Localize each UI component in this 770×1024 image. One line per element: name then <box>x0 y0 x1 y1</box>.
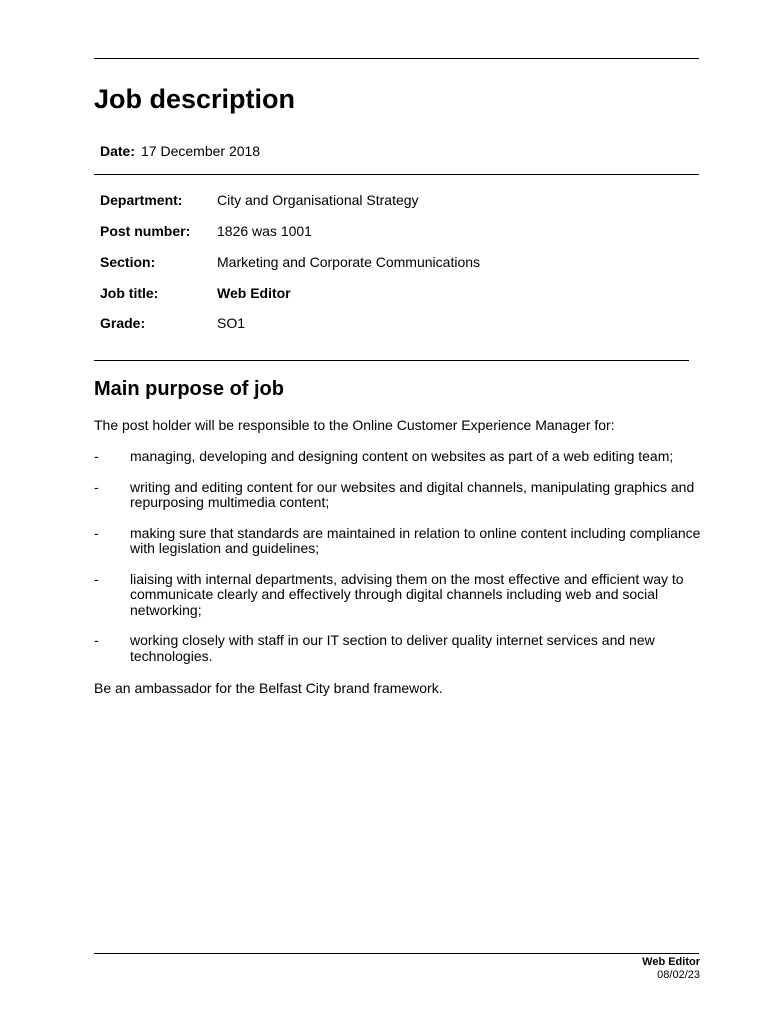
footer-title: Web Editor <box>642 956 700 968</box>
closing-statement: Be an ambassador for the Belfast City brand framework. <box>94 680 443 696</box>
bullet-dash: - <box>94 448 99 464</box>
department-value: City and Organisational Strategy <box>217 192 419 208</box>
grade-label: Grade: <box>100 315 146 331</box>
list-item <box>94 526 704 557</box>
post-number-label: Post number: <box>100 223 191 239</box>
list-item-text: liaising with internal departments, advising them on the most effective and efficient way to communicate clearly and effectively through digital channels including web and social networking; <box>130 570 684 618</box>
list-item-text: writing and editing content for our websites and digital channels, manipulating graphics and repurposing multimedia content; <box>130 478 695 510</box>
bullet-dash: - <box>94 570 99 587</box>
grade-value: SO1 <box>217 315 246 331</box>
bullet-dash: - <box>94 478 99 495</box>
list-item <box>94 633 704 664</box>
details-rule <box>94 360 689 361</box>
date-label: Date: <box>100 143 136 159</box>
footer-rule <box>94 953 699 954</box>
main-purpose-heading: Main purpose of job <box>94 378 284 400</box>
list-item-text: managing, developing and designing content on websites as part of a web editing team; <box>130 448 674 464</box>
post-number-value: 1826 was 1001 <box>217 223 312 239</box>
page-footer <box>642 956 700 982</box>
section-value: Marketing and Corporate Communications <box>217 254 481 270</box>
date-rule <box>94 174 699 175</box>
job-title-label: Job title: <box>100 285 159 301</box>
responsibilities-list <box>94 449 704 679</box>
job-title-value: Web Editor <box>217 285 291 301</box>
list-item-text: working closely with staff in our IT section to deliver quality internet services and new technologies. <box>130 632 655 664</box>
top-rule <box>94 58 699 59</box>
list-item-text: making sure that standards are maintained in relation to online content including compliance with legislation and guidelines; <box>130 524 701 556</box>
list-item <box>94 449 704 465</box>
footer-date: 08/02/23 <box>657 969 700 981</box>
bullet-dash: - <box>94 632 99 648</box>
date-line <box>100 143 260 159</box>
page-title: Job description <box>94 84 296 114</box>
bullet-dash: - <box>94 524 99 541</box>
date-value: 17 December 2018 <box>141 143 261 159</box>
list-item <box>94 480 704 511</box>
list-item <box>94 572 704 619</box>
section-label: Section: <box>100 254 156 270</box>
purpose-intro: The post holder will be responsible to the Online Customer Experience Manager for: <box>94 417 615 433</box>
department-label: Department: <box>100 192 183 208</box>
